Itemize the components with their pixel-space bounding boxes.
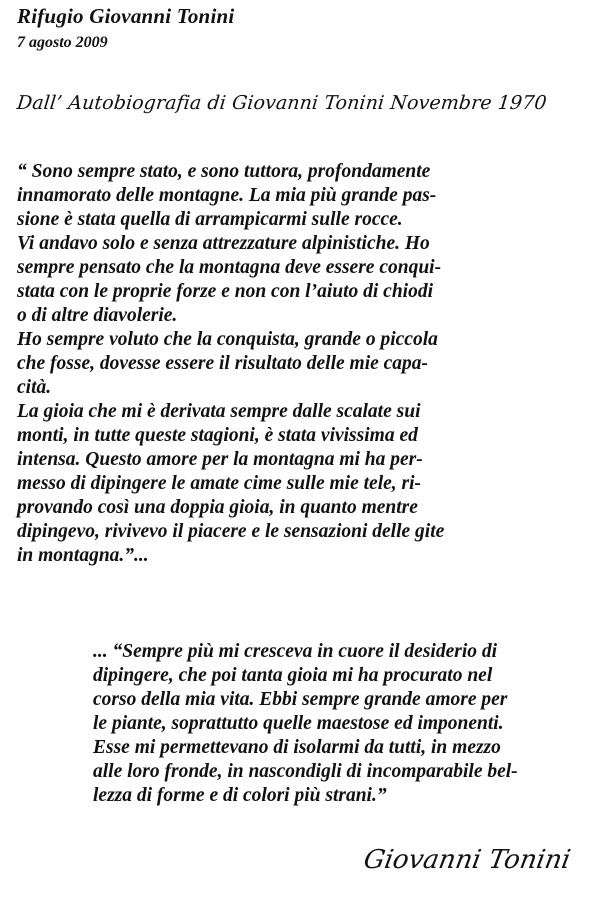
- quote-line: le piante, soprattutto quelle maestose ed imponenti.: [93, 713, 504, 734]
- quote-line: che fosse, dovesse essere il risultato delle mie capa-: [17, 353, 429, 374]
- quote-line: in montagna.”...: [17, 545, 149, 566]
- quote-line: Esse mi permettevano di isolarmi da tutti, in mezzo: [93, 737, 501, 758]
- quote-line: intensa. Questo amore per la montagna mi ha per-: [17, 449, 423, 470]
- quote-line: Ho sempre voluto che la conquista, grande o piccola: [17, 329, 438, 350]
- quote-line: alle loro fronde, in nascondigli di incomparabile bel-: [93, 761, 518, 782]
- document-date: 7 agosto 2009: [17, 34, 108, 51]
- quote-line: provando così una doppia gioia, in quanto mentre: [17, 497, 418, 518]
- quote-line: monti, in tutte queste stagioni, è stata vivissima ed: [17, 425, 418, 446]
- signature: Giovanni Tonini: [361, 845, 573, 875]
- quote-line: dipingevo, rivivevo il piacere e le sensazioni delle gite: [17, 521, 445, 542]
- quote-line: sione è stata quella di arrampicarmi sulle rocce.: [17, 209, 403, 230]
- quote-line: sempre pensato che la montagna deve essere conqui-: [17, 257, 442, 278]
- quote-line: “ Sono sempre stato, e sono tuttora, profondamente: [17, 161, 431, 182]
- document-title: Rifugio Giovanni Tonini: [17, 4, 235, 28]
- subtitle-autobiography: Dall’ Autobiografia di Giovanni Tonini Novembre 1970: [15, 92, 548, 114]
- quote-line: cità.: [17, 377, 52, 398]
- second-quote: [93, 640, 593, 808]
- quote-line: stata con le proprie forze e non con l’aiuto di chiodi: [17, 281, 434, 302]
- quote-line: o di altre diavolerie.: [17, 305, 178, 326]
- quote-line: Vi andavo solo e senza attrezzature alpinistiche. Ho: [17, 233, 430, 254]
- quote-line: lezza di forme e di colori più strani.”: [93, 785, 387, 806]
- quote-line: innamorato delle montagne. La mia più grande pas-: [17, 185, 437, 206]
- main-quote: [17, 160, 577, 568]
- quote-line: ... “Sempre più mi cresceva in cuore il desiderio di: [93, 641, 498, 662]
- quote-line: La gioia che mi è derivata sempre dalle scalate sui: [17, 401, 421, 422]
- quote-line: messo di dipingere le amate cime sulle mie tele, ri-: [17, 473, 422, 494]
- quote-line: corso della mia vita. Ebbi sempre grande amore per: [93, 689, 508, 710]
- quote-line: dipingere, che poi tanta gioia mi ha procurato nel: [93, 665, 493, 686]
